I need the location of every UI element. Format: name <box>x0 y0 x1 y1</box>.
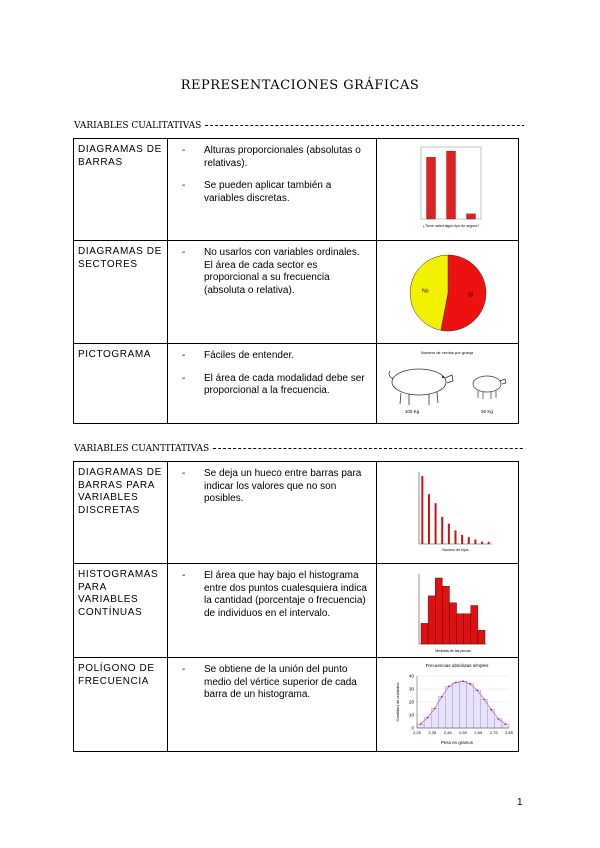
histogram-bar <box>449 603 456 644</box>
y-axis-label: Cantidad de unidades <box>395 682 400 722</box>
histogram-bar <box>467 684 474 728</box>
bar <box>488 542 490 544</box>
polygon-point <box>490 709 492 711</box>
histogram-bar <box>424 718 431 728</box>
histogram-bar <box>428 596 435 644</box>
x-tick-label: 2,35 <box>428 730 437 735</box>
x-axis-label: Medidas de las piezas <box>435 649 471 653</box>
x-tick-label: 2,25 <box>413 730 421 735</box>
table-row <box>74 344 519 424</box>
histogram-bar <box>445 686 452 728</box>
pie-slice-label: Sí <box>468 292 474 299</box>
bullet-text: Se pueden aplicar también a variables discretas. <box>204 180 332 204</box>
table-row <box>74 462 519 564</box>
polygon-point <box>483 699 485 701</box>
row-label: DIAGRAMAS DE BARRAS <box>74 139 168 241</box>
polygon-point <box>476 689 478 691</box>
section-heading-cualitativas: VARIABLES CUALITATIVAS <box>74 121 524 135</box>
row-description: - El área que hay bajo el histograma entre dos puntos cualesquiera indica la cantidad (porcentaje o frecuencia) de individuos en el intervalo. <box>168 564 377 658</box>
bullet-text: Se deja un hueco entre barras para indicar los valores que no son posibles. <box>204 468 362 504</box>
y-tick-label: 10 <box>408 712 414 718</box>
bullet-text: Alturas proporcionales (absolutas o relativas). <box>204 145 361 169</box>
table-row <box>74 241 519 344</box>
bar-chart-figure <box>377 139 518 240</box>
bullet-text: No usarlos con variables ordinales. El área de cada sector es proporcional a su frecuencia (absoluta o relativa). <box>204 247 360 296</box>
polygon-point <box>462 680 464 682</box>
bar <box>435 503 437 544</box>
histogram-bar <box>474 690 481 728</box>
row-label: POLÍGONO DE FRECUENCIA <box>74 658 168 752</box>
histogram-bar <box>452 683 459 729</box>
x-tick-label: 2,45 <box>443 730 452 735</box>
page-title: REPRESENTACIONES GRÁFICAS <box>180 78 420 93</box>
histogram-bar <box>478 630 485 644</box>
row-description: - Fáciles de entender. - El área de cada modalidad debe ser proporcional a la frecuencia. <box>168 344 377 424</box>
row-label: DIAGRAMAS DE BARRAS PARA VARIABLES DISCRETAS <box>74 462 168 564</box>
bar <box>441 517 443 544</box>
polygon-point <box>441 696 443 698</box>
histogram-bar <box>457 614 464 644</box>
pictogram-figure <box>377 344 518 423</box>
polygon-point <box>434 708 436 710</box>
frequency-polygon-figure <box>377 658 518 751</box>
polygon-point <box>448 686 450 688</box>
histogram-bar <box>442 586 449 644</box>
x-tick-label: 2,55 <box>459 730 467 735</box>
pig-small-icon <box>473 376 506 399</box>
section-heading-cuantitativas: VARIABLES CUANTITATIVAS <box>74 444 524 458</box>
x-axis-label: Peso en gramos <box>441 740 473 745</box>
x-tick-label: 2,65 <box>474 730 483 735</box>
table-cualitativas <box>73 138 519 424</box>
table-row <box>74 139 519 241</box>
y-tick-label: 0 <box>411 725 414 731</box>
pictogram-right-label: 50 Kg <box>481 409 493 414</box>
bar <box>467 214 476 219</box>
x-axis-label: ¿Tiene usted algún tipo de seguro? <box>422 224 480 228</box>
histogram-bar <box>464 614 471 644</box>
bar <box>447 151 456 219</box>
bar <box>474 539 476 544</box>
pie-chart-figure <box>377 241 518 343</box>
row-description: - No usarlos con variables ordinales. El área de cada sector es proporcional a su frecuencia (absoluta o relativa). <box>168 241 377 344</box>
polygon-point <box>505 723 507 725</box>
row-description: - Alturas proporcionales (absolutas o relativas). - Se pueden aplicar también a variables discretas. <box>168 139 377 241</box>
pictogram-left-label: 100 Kg <box>404 409 420 414</box>
polygon-point <box>469 683 471 685</box>
polygon-point <box>420 723 422 725</box>
bar <box>421 476 423 544</box>
bar <box>468 537 470 544</box>
row-description: - Se deja un hueco entre barras para indicar los valores que no son posibles. <box>168 462 377 564</box>
histogram-figure <box>377 564 518 657</box>
y-tick-label: 30 <box>408 686 414 692</box>
y-tick-label: 40 <box>408 673 414 679</box>
histogram-bar <box>435 578 442 644</box>
bar <box>427 157 436 219</box>
histogram-bar <box>421 623 428 644</box>
histogram-bar <box>471 606 478 645</box>
polygon-point <box>427 717 429 719</box>
page-number: 1 <box>517 797 523 808</box>
bar <box>455 530 457 544</box>
figure-cell <box>377 241 519 344</box>
x-tick-label: 2,85 <box>505 730 513 735</box>
row-description: - Se obtiene de la unión del punto medio del vértice superior de cada barra de un histograma. <box>168 658 377 752</box>
bar <box>428 494 430 544</box>
bullet-text: El área de cada modalidad debe ser proporcional a la frecuencia. <box>204 372 365 396</box>
pie-slice <box>410 255 448 330</box>
bullet-text: Se obtiene de la unión del punto medio del vértice superior de cada barra de un histograma. <box>204 664 357 700</box>
polygon-point <box>497 718 499 720</box>
table-row <box>74 658 519 752</box>
figure-cell <box>377 658 519 752</box>
table-row <box>74 564 519 658</box>
pig-large-icon <box>389 369 453 405</box>
bullet-text: El área que hay bajo el histograma entre dos puntos cualesquiera indica la cantidad (porcentaje o frecuencia) de individuos en el intervalo. <box>204 570 367 619</box>
figure-cell <box>377 344 519 424</box>
x-tick-label: 2,75 <box>489 730 498 735</box>
row-label: PICTOGRAMA <box>74 344 168 424</box>
bar <box>481 542 483 544</box>
bar <box>461 535 463 544</box>
discrete-bar-figure <box>377 462 518 563</box>
row-label: DIAGRAMAS DE SECTORES <box>74 241 168 344</box>
figure-cell <box>377 564 519 658</box>
bar <box>448 524 450 544</box>
pictogram-caption: Número de cerdos por granja <box>420 350 474 355</box>
y-tick-label: 20 <box>408 699 414 705</box>
row-label: HISTOGRAMAS PARA VARIABLES CONTÍNUAS <box>74 564 168 658</box>
bullet-text: Fáciles de entender. <box>204 350 295 361</box>
x-axis-label: Número de hijos <box>442 548 469 552</box>
polygon-point <box>455 682 457 684</box>
histogram-bar <box>459 681 466 728</box>
figure-cell <box>377 139 519 241</box>
pie-slice-label: No <box>422 288 429 295</box>
chart-title: Frecuencias absolutas simples <box>425 663 489 668</box>
figure-cell <box>377 462 519 564</box>
table-cuantitativas <box>73 461 519 752</box>
